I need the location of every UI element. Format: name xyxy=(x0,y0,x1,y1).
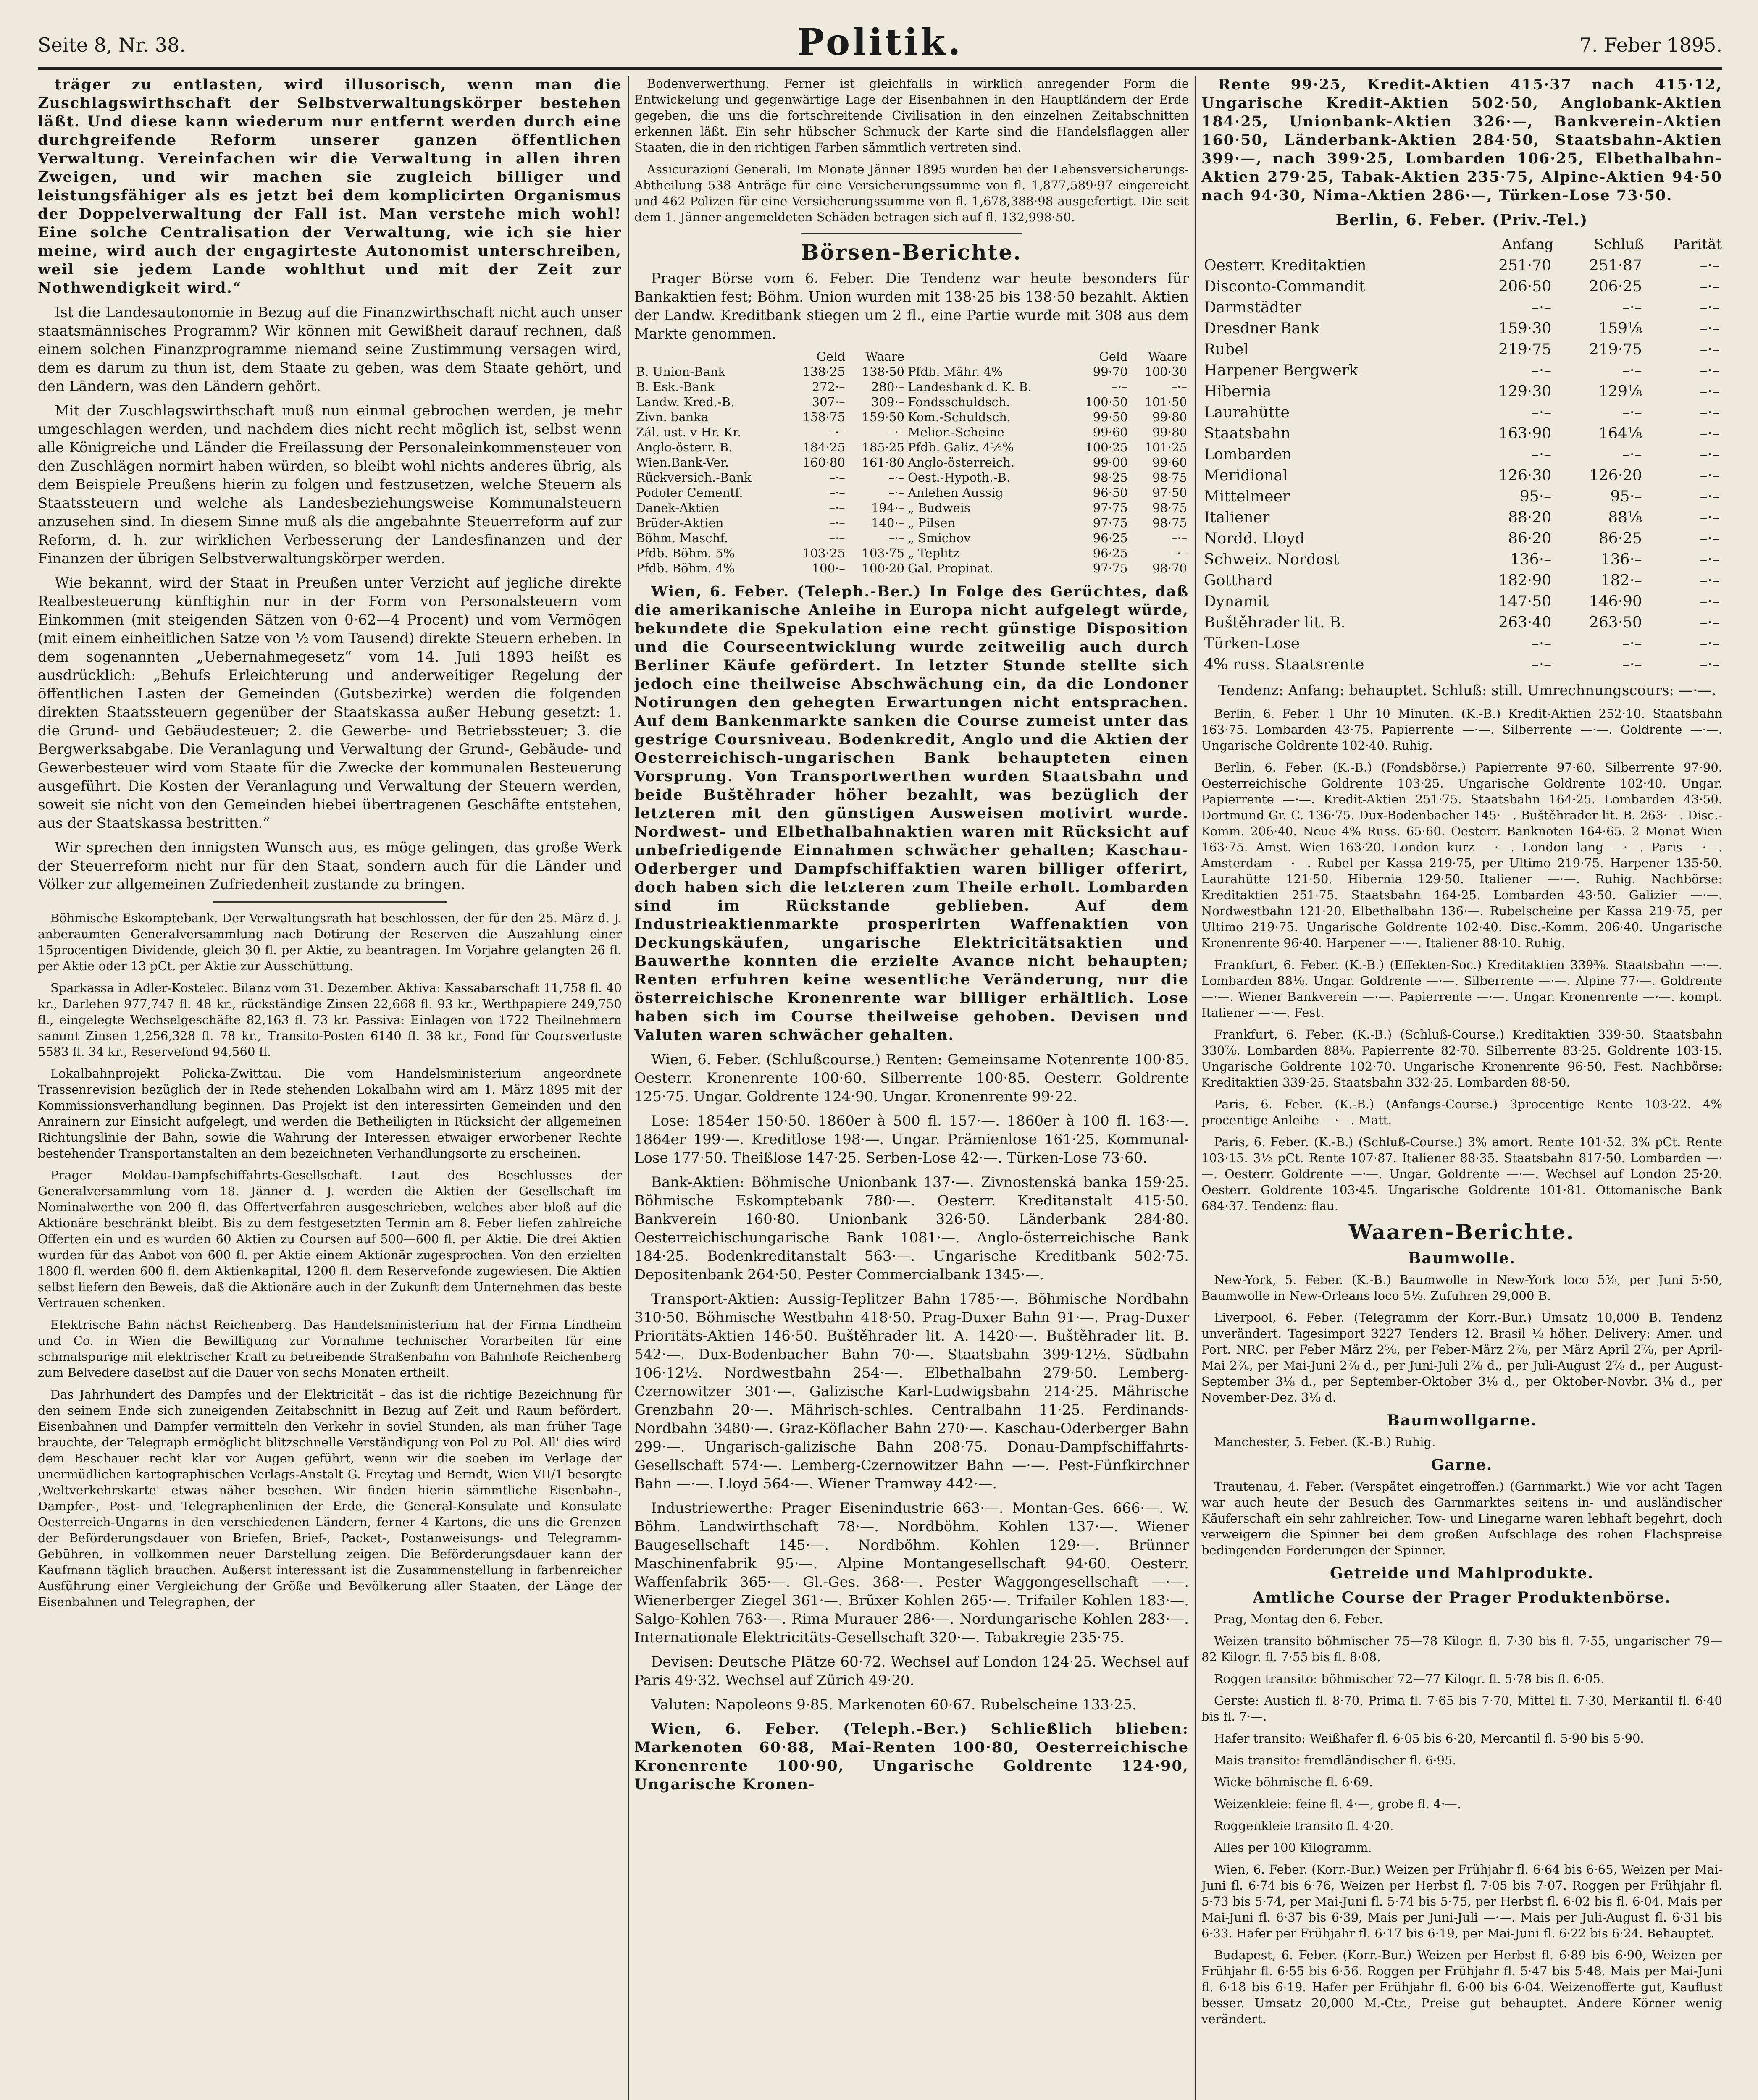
market-report: Frankfurt, 6. Feber. (K.-B.) (Effekten-Soc.) Kreditaktien 339⅜. Staatsbahn —·—. Lombarden 88⅛. Ungar. Goldrente —·—. Silberrente —·—. Alpine 77·—. Goldrente —·—. Wiener Bankverein —·—. Papierrente —·—. Ungar. Kronenrente —·—. kompt. Italiener —·—. Fest. xyxy=(1201,958,1722,1020)
column-header: Schluß xyxy=(1594,236,1644,253)
table-cell: –·– xyxy=(1622,656,1642,673)
table-cell: –·– xyxy=(1622,362,1642,379)
table-cell: Staatsbahn xyxy=(1204,425,1290,442)
table-cell: Melior.-Scheine xyxy=(908,425,1004,439)
table-row xyxy=(1201,486,1722,507)
table-cell: 251·70 xyxy=(1498,257,1552,274)
table-cell: –·– xyxy=(1531,362,1552,379)
market-report: New-York, 5. Feber. (K.-B.) Baumwolle in New-York loco 5⅝, per Juni 5·50, Baumwolle in New-Orleans loco 5⅛. Zufuhren 29,000 B. xyxy=(1201,1273,1722,1303)
table-cell: 97·75 xyxy=(1093,516,1128,530)
table-cell: 185·25 xyxy=(862,440,904,454)
table-cell: –·– xyxy=(1171,546,1187,560)
table-cell: 98·75 xyxy=(1152,470,1187,485)
table-cell: Oest.-Hypoth.-B. xyxy=(908,470,1011,485)
table-cell: Landw. Kred.-B. xyxy=(636,395,735,409)
table-cell: Pfdb. Mähr. 4% xyxy=(908,365,1003,379)
news-item: Prager Moldau-Dampfschiffahrts-Gesellschaft. Laut des Beschlusses der Generalversammlung vom 18. Jänner d. J. werden die Aktien der Gesellschaft im Nominalwerthe von 200 fl. das Offertverfahren ausgeschrieben, welches aber bloß auf die Aktionäre beschränkt bleibt. Bis zu dem festgesetzten Termin am 8. Feber liefen zahlreiche Offerten ein und es wurden 60 Aktien zu Coursen auf 500—600 fl. per Aktie. Die drei Aktien wurden für das Anbot von 600 fl. per Aktie einem Aktionär zugesprochen. Von den erzielten 1800 fl. werden 600 fl. dem Aktienkapital, 1200 fl. dem Reservefonde zugewiesen. Die Aktien selbst liefern den Beweis, daß die Aktionäre auch in der Zukunft dem Unternehmen das beste Vertrauen schenken. xyxy=(38,1168,622,1310)
article-paragraph: Mit der Zuschlagswirthschaft muß nun einmal gebrochen werden, je mehr umgeschlagen werden, und nachdem dies nicht recht möglich ist, selbst wenn alle Königreiche und Länder die Freilassung der Personaleinkommensteuer von den Zuschlägen normirt haben würden, so bleibt wohl nichts anderes übrig, als dem Beispiele Preußens hierin zu folgen und festzusetzen, welche Steuern als Staatssteuern und welche als Landesbeziehungsweise Kommunalsteuern anzusehen sind. In diesem Sinne muß als die angebahnte Steuerreform auf zur Reform, d. h. zur wirklichen Verbesserung der Landesfinanzen und der Finanzen der übrigen Selbstverwaltungskörper werden. xyxy=(38,402,622,567)
market-report: Prager Börse vom 6. Feber. Die Tendenz war heute besonders für Bankaktien fest; Böhm. Union wurden mit 138·25 bis 138·50 bezahlt. Aktien der Landw. Kreditbank stiegen um 2 fl., eine Partie wurde mit 308 aus dem Markte genommen. xyxy=(634,270,1189,342)
column-rule xyxy=(628,76,629,2100)
table-cell: –·– xyxy=(1531,299,1552,316)
table-cell: Pfdb. Böhm. 4% xyxy=(636,561,735,575)
table-cell: –·– xyxy=(1700,425,1720,442)
table-cell: 206·25 xyxy=(1589,278,1642,295)
table-row xyxy=(1201,507,1722,528)
table-cell: 263·40 xyxy=(1498,614,1552,631)
table-cell: Pfdb. Böhm. 5% xyxy=(636,546,735,560)
table-cell: 182·90 xyxy=(1498,572,1552,589)
table-cell: 136·– xyxy=(1600,551,1642,568)
table-cell: Landesbank d. K. B. xyxy=(908,380,1032,394)
table-cell: 100·25 xyxy=(1085,440,1128,454)
table-cell: 88⅛ xyxy=(1608,509,1642,526)
table-cell: –·– xyxy=(1700,572,1720,589)
table-cell: Oesterr. Kreditaktien xyxy=(1204,257,1366,274)
subheading: Baumwolle. xyxy=(1408,1250,1516,1267)
table-cell: 100·20 xyxy=(862,561,904,575)
article-paragraph: träger zu entlasten, wird illusorisch, wenn man die Zuschlagswirthschaft der Selbstverwaltungskörper bestehen läßt. Und diese kann wiederum nur entfernt werden durch eine durchgreifende Reform unserer ganzen öffentlichen Verwaltung. Vereinfachen wir die Verwaltung in allen ihren Zweigen, und wir machen sie zugleich billiger und leistungsfähiger als es jetzt bei dem komplicirten Organismus der Doppelverwaltung der Fall ist. Man verstehe mich wohl! Eine solche Centralisation der Verwaltung, wie ich sie hier meine, wird auch der engagirteste Autonomist unterschreiben, weil sie jedem Lande wohlthut und mit der Zeit zur Nothwendigkeit wird.“ xyxy=(38,76,622,297)
table-row xyxy=(634,485,1189,500)
table-row xyxy=(634,364,1189,379)
table-cell: 96·50 xyxy=(1093,486,1128,500)
table-cell: 98·25 xyxy=(1093,470,1128,485)
table-cell: 307·– xyxy=(812,395,845,409)
table-cell: Gal. Propinat. xyxy=(908,561,993,575)
divider xyxy=(801,233,1022,234)
table-row xyxy=(1201,612,1722,633)
table-cell: –·– xyxy=(829,486,845,500)
table-cell: 219·75 xyxy=(1589,341,1642,358)
market-report: Gerste: Austich fl. 8·70, Prima fl. 7·65 bis 7·70, Mittel fl. 7·30, Merkantil fl. 6·40 bis fl. 7·—. xyxy=(1201,1693,1722,1724)
table-cell: 160·80 xyxy=(802,455,845,470)
newspaper-page xyxy=(38,21,1722,2100)
table-row xyxy=(1201,528,1722,549)
table-row xyxy=(634,470,1189,485)
table-cell: Türken-Lose xyxy=(1204,635,1300,652)
market-report: Rente 99·25, Kredit-Aktien 415·37 nach 415·12, Ungarische Kredit-Aktien 502·50, Anglobank-Aktien 184·25, Unionbank-Aktien 326·—, Bankverein-Aktien 160·50, Länderbank-Aktien 284·50, Staatsbahn-Aktien 399·—, nach 399·25, Lombarden 106·25, Elbethalbahn-Aktien 279·25, Tabak-Aktien 235·75, Alpine-Aktien 94·50 nach 94·30, Nima-Aktien 286·—, Türken-Lose 73·50. xyxy=(1201,76,1722,204)
table-cell: 182·– xyxy=(1600,572,1642,589)
table-cell: 100·50 xyxy=(1085,395,1128,409)
table-cell: 4% russ. Staatsrente xyxy=(1204,656,1364,673)
table-cell: 99·80 xyxy=(1152,425,1187,439)
table-cell: 126·20 xyxy=(1589,467,1642,484)
table-cell: 206·50 xyxy=(1498,278,1552,295)
table-cell: B. Union-Bank xyxy=(636,365,725,379)
table-cell: 103·25 xyxy=(802,546,845,560)
table-cell: Harpener Bergwerk xyxy=(1204,362,1358,379)
market-report: Transport-Aktien: Aussig-Teplitzer Bahn 1785·—. Böhmische Nordbahn 310·50. Böhmische Westbahn 418·50. Prag-Duxer Bahn 91·—. Prag-Duxer Prioritäts-Aktien 146·50. Buštěhrader lit. A. 1420·—. Buštěhrader lit. B. 542·—. Dux-Bodenbacher Bahn 70·—. Staatsbahn 399·12½. Südbahn 106·12½. Nordwestbahn 254·—. Elbethalbahn 279·50. Lemberg-Czernowitzer 301·—. Galizische Karl-Ludwigsbahn 214·25. Mährische Grenzbahn 20·—. Mährisch-schles. Centralbahn 11·25. Ferdinands-Nordbahn 3480·—. Graz-Köflacher Bahn 270·—. Kaschau-Oderberger Bahn 299·—. Ungarisch-galizische Bahn 208·75. Donau-Dampfschiffahrts-Gesellschaft 574·—. Lemberg-Czernowitzer Bahn —·—. Pest-Fünfkirchner Bahn —·—. Lloyd 564·—. Wiener Tramway 442·—. xyxy=(634,1291,1189,1492)
table-row xyxy=(1201,549,1722,570)
table-cell: –·– xyxy=(1700,383,1720,400)
subheading: Baumwollgarne. xyxy=(1387,1412,1537,1429)
table-cell: –·– xyxy=(1700,551,1720,568)
quotes-body xyxy=(634,364,1189,576)
article-paragraph: Ist die Landesautonomie in Bezug auf die Finanzwirthschaft nicht auch unser staatsmännisches Programm? Wir können mit Gewißheit darauf rechnen, daß einem solchen Finanzprogramme niemand seine Zustimmung versagen wird, dem es darum zu thun ist, dem Staate zu geben, was dem Staate gehört, und den Ländern, was den Ländern gehört. xyxy=(38,304,622,395)
market-report: Wien, 6. Feber. (Korr.-Bur.) Weizen per Frühjahr fl. 6·64 bis 6·65, Weizen per Mai-Juni fl. 6·74 bis 6·76, Weizen per Herbst fl. 7·05 bis 7·07. Roggen per Frühjahr fl. 5·73 bis 5·74, per Mai-Juni fl. 5·74 bis 5·75, per Herbst fl. 6·02 bis fl. 6·04. Mais per Mai-Juni fl. 6·37 bis 6·39, Mais per Juni-Juli —·—. Mais per Juli-August fl. 6·31 bis 6·33. Hafer per Frühjahr fl. 6·17 bis 6·19, per Mai-Juni fl. 6·22 bis 6·24. Behauptet. xyxy=(1201,1862,1722,1940)
table-cell: Darmstädter xyxy=(1204,299,1302,316)
table-cell: Zál. ust. v Hr. Kr. xyxy=(636,425,741,439)
table-cell: –·– xyxy=(829,470,845,485)
market-report: Mais transito: fremdländischer fl. 6·95. xyxy=(1214,1753,1456,1767)
market-report: Berlin, 6. Feber. 1 Uhr 10 Minuten. (K.-B.) Kredit-Aktien 252·10. Staatsbahn 163·75. Lombarden 43·75. Papierrente —·—. Silberrente —·—. Goldrente —·—. Ungarische Goldrente 102·40. Ruhig. xyxy=(1201,706,1722,753)
table-cell: 251·87 xyxy=(1589,257,1642,274)
market-report: Wicke böhmische fl. 6·69. xyxy=(1214,1775,1373,1789)
table-cell: 95·– xyxy=(1519,488,1552,505)
news-item: Das Jahrhundert des Dampfes und der Elektricität – das ist die richtige Bezeichnung für den seinem Ende sich zuneigenden Zeitabschnitt in Bezug auf Zeit und Raum befördert. Eisenbahnen und Dampfer vermitteln den Verkehr in soviel Stunden, als man früher Tage brauchte, der Telegraph ermöglicht blitzschnelle Verständigung von Pol zu Pol. All' dies wird dem Beschauer recht klar vor Augen geführt, wenn wir die soeben im Verlage der unermüdlichen kartographischen Verlags-Anstalt G. Freytag und Berndt, Wien VII/1 besorgte ,Weltverkehrskarte' etwas näher besehen. Wir finden hierin sämmtliche Eisenbahn-, Dampfer-, Post- und Telegraphenlinien der Erde, die General-Konsulate und Konsulate Oesterreich-Ungarns in den verschiedenen Ländern, ferner 4 Kartons, die uns die Grenzen der Beförderungsdauer von Briefen, Brief-, Packet-, Postanweisungs- und Telegramm-Gebühren, in vollkommen neuer Darstellung zeigen. Die Beförderungsdauer kann der Kaufmann täglich brauchen. Außerst interessant ist die Zusammenstellung in farbenreicher Ausführung einer Vergleichung der Größe und Bevölkerung aller Staaten, der Länge der Eisenbahnen und Telegraphen, der xyxy=(38,1387,622,1609)
table-cell: 136·– xyxy=(1510,551,1552,568)
table-row xyxy=(1201,318,1722,339)
subheading: Garne. xyxy=(1431,1456,1493,1474)
table-cell: Brüder-Aktien xyxy=(636,516,724,530)
section-heading-waaren: Waaren-Berichte. xyxy=(1348,1220,1575,1244)
market-report: Bank-Aktien: Böhmische Unionbank 137·—. Zivnostenská banka 159·25. Böhmische Eskomptebank 780·—. Oesterr. Kreditanstalt 415·50. Bankverein 160·80. Unionbank 326·50. Länderbank 284·80. Oesterreichischungarische Bank 1081·—. Anglo-österreichische Bank 184·25. Bodenkreditanstalt 563·—. Ungarische Kreditbank 502·75. Depositenbank 264·50. Pester Commercialbank 1345·—. xyxy=(634,1174,1189,1283)
table-row xyxy=(1201,465,1722,486)
table-cell: Kom.-Schuldsch. xyxy=(908,410,1011,424)
table-cell: 272·– xyxy=(812,380,845,394)
table-cell: –·– xyxy=(1700,635,1720,652)
table-cell: 158·75 xyxy=(802,410,845,424)
market-report: Paris, 6. Feber. (K.-B.) (Schluß-Course.) 3% amort. Rente 101·52. 3% pCt. Rente 103·15. 3½ pCt. Rente 107·87. Italiener 88·35. Staatsbahn 817·50. Lombarden —·—. Oesterr. Goldrente —·—. Ungar. Goldrente —·—. Wechsel auf London 25·20. Oesterr. Goldrente 103·45. Ungarische Goldrente 101·81. Ottomanische Bank 684·37. Tendenz: flau. xyxy=(1201,1135,1722,1213)
table-cell: –·– xyxy=(1700,299,1720,316)
table-cell: 86·25 xyxy=(1598,530,1642,547)
news-item: Assicurazioni Generali. Im Monate Jänner 1895 wurden bei der Lebensversicherungs-Abtheilung 538 Anträge für eine Versicherungssumme von fl. 1,877,589·97 eingereicht und 462 Polizen für eine Versicherungssumme von fl. 1,678,388·98 ausgefertigt. Die seit dem 1. Jänner angemeldeten Schäden betragen sich auf fl. 132,998·50. xyxy=(634,162,1189,224)
table-cell: Lombarden xyxy=(1204,446,1292,463)
column-header: Parität xyxy=(1673,236,1722,253)
berlin-title: Berlin, 6. Feber. (Priv.-Tel.) xyxy=(1335,211,1588,229)
table-cell: 99·60 xyxy=(1152,455,1187,470)
market-report: Roggenkleie transito fl. 4·20. xyxy=(1214,1819,1394,1833)
table-cell: „ Pilsen xyxy=(908,516,956,530)
table-cell: 99·70 xyxy=(1093,365,1128,379)
table-cell: 95·– xyxy=(1610,488,1642,505)
market-report: Liverpool, 6. Feber. (Telegramm der Korr.-Bur.) Umsatz 10,000 B. Tendenz unverändert. Tagesimport 3227 Tenders 12. Brasil ⅛ höher. Delivery: Amer. und Port. NRC. per Feber März 2⅝, per Feber-März 2⅞, per März April 2⅞, per April-Mai 2⅞, per Mai-Juni 2⅞ d., per Juni-Juli 2⅞ d., per Juli-August 2⅞ d., per August-September 3⅛ d., per September-Oktober 3⅛ d., per Oktober-Novbr. 3⅛ d., per November-Dez. 3⅛ d. xyxy=(1201,1310,1722,1404)
table-header-row xyxy=(1201,234,1722,255)
table-cell: Anlehen Aussig xyxy=(908,486,1004,500)
market-report: Wien, 6. Feber. (Teleph.-Ber.) Schließlich blieben: Markenoten 60·88, Mai-Renten 100·80, Oesterreichische Kronenrente 100·90, Ungarische Goldrente 124·90, Ungarische Kronen- xyxy=(634,1720,1189,1793)
market-report: Prag, Montag den 6. Feber. xyxy=(1214,1612,1383,1626)
table-cell: –·– xyxy=(888,531,904,545)
table-cell: –·– xyxy=(1531,404,1552,421)
table-cell: 101·50 xyxy=(1144,395,1187,409)
table-cell: –·– xyxy=(1171,380,1187,394)
table-cell: 86·20 xyxy=(1508,530,1552,547)
table-cell: –·– xyxy=(1531,656,1552,673)
table-cell: 96·25 xyxy=(1093,531,1128,545)
table-cell: 101·25 xyxy=(1144,440,1187,454)
table-cell: 99·50 xyxy=(1093,410,1128,424)
table-row xyxy=(634,546,1189,561)
column-2 xyxy=(634,76,1189,2100)
table-cell: –·– xyxy=(888,470,904,485)
market-report: Roggen transito: böhmischer 72—77 Kilogr. fl. 5·78 bis fl. 6·05. xyxy=(1214,1672,1605,1686)
market-report: Industriewerthe: Prager Eisenindustrie 663·—. Montan-Ges. 666·—. W. Böhm. Landwirthschaft 78·—. Nordböhm. Kohlen 137·—. Wiener Baugesellschaft 145·—. Nordböhm. Kohlen 129·—. Brünner Maschinenfabrik 95·—. Alpine Montangesellschaft 94·60. Oesterr. Waffenfabrik 365·—. Gl.-Ges. 368·—. Pester Waggongesellschaft —·—. Wienerberger Ziegel 361·—. Brüxer Kohlen 265·—. Trifailer Kohlen 183·—. Salgo-Kohlen 763·—. Rima Murauer 286·—. Nordungarische Kohlen 283·—. Internationale Elektricitäts-Gesellschaft 320·—. Tabakregie 235·75. xyxy=(634,1500,1189,1646)
table-header-row xyxy=(634,349,1189,364)
page-number: Seite 8, Nr. 38. xyxy=(38,34,186,56)
table-cell: 97·50 xyxy=(1152,486,1187,500)
news-item: Bodenverwerthung. Ferner ist gleichfalls in wirklich anregender Form die Entwickelung und gegenwärtige Lage der Eisenbahnen in den Hauptländern der Erde gegeben, die uns die fortschreitende Civilisation in den einzelnen Zeitabschnitten erkennen läßt. Ein sehr hübscher Schmuck der Karte sind die Handelsflaggen aller Staaten, die in den richtigen Farben sämmtlich vertreten sind. xyxy=(634,76,1189,155)
table-row xyxy=(1201,276,1722,297)
table-cell: 88·20 xyxy=(1508,509,1552,526)
news-item: Elektrische Bahn nächst Reichenberg. Das Handelsministerium hat der Firma Lindheim und Co. in Wien die Bewilligung zur Vornahme technischer Vorarbeiten für eine schmalspurige mit elektrischer Kraft zu betreibende Straßenbahn von Bahnhofe Reichenberg zum Belvedere daselbst auf die Dauer von sechs Monaten ertheilt. xyxy=(38,1318,622,1380)
table-cell: –·– xyxy=(1700,614,1720,631)
table-row xyxy=(1201,360,1722,381)
table-cell: 98·75 xyxy=(1152,516,1187,530)
table-cell: Mittelmeer xyxy=(1204,488,1290,505)
table-cell: –·– xyxy=(1700,509,1720,526)
table-cell: 138·50 xyxy=(862,365,904,379)
table-cell: 159⅛ xyxy=(1598,320,1642,337)
table-cell: 99·60 xyxy=(1093,425,1128,439)
table-cell: 161·80 xyxy=(862,455,904,470)
table-cell: –·– xyxy=(829,531,845,545)
table-cell: –·– xyxy=(888,425,904,439)
market-report: Devisen: Deutsche Plätze 60·72. Wechsel auf London 124·25. Wechsel auf Paris 49·32. Wechsel auf Zürich 49·20. xyxy=(634,1654,1189,1689)
masthead xyxy=(38,21,1722,70)
table-cell: –·– xyxy=(1700,656,1720,673)
table-cell: 100·– xyxy=(812,561,845,575)
table-cell: B. Esk.-Bank xyxy=(636,380,715,394)
divider xyxy=(213,901,447,903)
market-report: Manchester, 5. Feber. (K.-B.) Ruhig. xyxy=(1214,1435,1436,1449)
table-cell: Fondsschuldsch. xyxy=(908,395,1010,409)
issue-date: 7. Feber 1895. xyxy=(1579,34,1722,56)
table-cell: 147·50 xyxy=(1498,593,1552,610)
table-cell: 280·– xyxy=(871,380,904,394)
table-cell: „ Smichov xyxy=(908,531,971,545)
table-cell: –·– xyxy=(1700,530,1720,547)
table-cell: 309·– xyxy=(871,395,904,409)
table-cell: –·– xyxy=(1700,404,1720,421)
table-row xyxy=(1201,402,1722,423)
table-cell: Wien.Bank-Ver. xyxy=(636,455,729,470)
table-cell: 129⅛ xyxy=(1598,383,1642,400)
table-cell: 96·25 xyxy=(1093,546,1128,560)
subheading: Getreide und Mahlprodukte. xyxy=(1330,1564,1594,1582)
table-cell: Zivn. banka xyxy=(636,410,709,424)
table-cell: –·– xyxy=(829,516,845,530)
table-row xyxy=(1201,654,1722,675)
table-cell: –·– xyxy=(1700,488,1720,505)
table-cell: 164⅛ xyxy=(1598,425,1642,442)
table-cell: 263·50 xyxy=(1589,614,1642,631)
table-row xyxy=(1201,381,1722,402)
table-row xyxy=(634,500,1189,515)
news-item: Böhmische Eskomptebank. Der Verwaltungsrath hat beschlossen, der für den 25. März d. J. anberaumten Generalversammlung nach Dotirung der Reserven die Auszahlung einer 15procentigen Dividende, gleich 30 fl. per Aktie, zu beantragen. Im Vorjahre gelangten 26 fl. per Aktie oder 13 pCt. per Aktie zur Ausschüttung. xyxy=(38,911,622,973)
table-cell: –·– xyxy=(1112,380,1128,394)
table-cell: Pfdb. Galiz. 4½% xyxy=(908,440,1014,454)
column-header: Anfang xyxy=(1502,236,1554,253)
table-cell: 163·90 xyxy=(1498,425,1552,442)
table-cell: „ Budweis xyxy=(908,501,970,515)
table-cell: Meridional xyxy=(1204,467,1288,484)
table-cell: –·– xyxy=(1622,299,1642,316)
table-cell: Nordd. Lloyd xyxy=(1204,530,1305,547)
table-cell: 146·90 xyxy=(1589,593,1642,610)
table-cell: 194·– xyxy=(871,501,904,515)
table-row xyxy=(634,379,1189,394)
table-cell: –·– xyxy=(1171,531,1187,545)
table-row xyxy=(634,425,1189,440)
table-cell: 159·30 xyxy=(1498,320,1552,337)
table-cell: –·– xyxy=(1700,593,1720,610)
market-report: Hafer transito: Weißhafer fl. 6·05 bis 6·20, Mercantil fl. 5·90 bis 5·90. xyxy=(1214,1731,1644,1746)
market-report: Weizenkleie: feine fl. 4·—, grobe fl. 4·—. xyxy=(1214,1797,1461,1811)
table-row xyxy=(634,410,1189,425)
table-cell: –·– xyxy=(1700,257,1720,274)
table-cell: –·– xyxy=(1700,446,1720,463)
table-row xyxy=(1201,423,1722,444)
table-cell: –·– xyxy=(1531,635,1552,652)
table-row xyxy=(1201,570,1722,591)
market-report: Berlin, 6. Feber. (K.-B.) (Fondsbörse.) Papierrente 97·60. Silberrente 97·90. Oesterreichische Goldrente 103·25. Ungarische Goldrente 102·40. Ungar. Papierrente —·—. Kredit-Aktien 251·75. Staatsbahn 164·25. Lombarden 43·50. Dortmund Gr. C. 136·75. Dux-Bodenbacher 145·—. Buštěhrader lit. B. 263·—. Disc.-Komm. 206·40. Neue 4% Russ. 65·60. Oesterr. Banknoten 164·65. 2 Monat Wien 163·75. Amst. Wien 163·20. London kurz —·—. London lang —·—. Paris —·—. Amsterdam —·—. Rubel per Kassa 219·75, per Ultimo 219·75. Harpener 135·50. Laurahütte 121·50. Hibernia 129·50. Italiener —·—. Ruhig. Nachbörse: Kreditaktien 251·75. Staatsbahn 164·25. Lombarden 43·50. Galizier —·—. Nordwestbahn 121·20. Elbethalbahn 136·—. Rubelscheine per Kassa 219·75, per Ultimo 219·75. Ungarische Goldrente 102·40. Disc.-Komm. 206·40. Ungarische Kronenrente 96·40. Harpener —·—. Italiener 88·10. Ruhig. xyxy=(1201,760,1722,950)
column-header: Geld xyxy=(816,349,845,364)
table-cell: Disconto-Commandit xyxy=(1204,278,1365,295)
section-title: Politik. xyxy=(797,21,963,63)
table-cell: Anglo-österr. B. xyxy=(636,440,733,454)
table-cell: Dynamit xyxy=(1204,593,1269,610)
table-cell: 99·00 xyxy=(1093,455,1128,470)
table-row xyxy=(634,561,1189,576)
market-report: Alles per 100 Kilogramm. xyxy=(1214,1840,1372,1855)
column-rule xyxy=(1195,76,1196,2100)
table-row xyxy=(634,455,1189,470)
table-cell: 159·50 xyxy=(862,410,904,424)
table-cell: –·– xyxy=(829,425,845,439)
table-cell: Dresdner Bank xyxy=(1204,320,1319,337)
section-heading-boerse: Börsen-Berichte. xyxy=(801,240,1022,265)
table-cell: Anglo-österreich. xyxy=(908,455,1015,470)
table-cell: 126·30 xyxy=(1498,467,1552,484)
table-cell: 219·75 xyxy=(1498,341,1552,358)
table-cell: Buštěhrader lit. B. xyxy=(1204,614,1346,631)
column-header: Waare xyxy=(1148,349,1187,364)
table-cell: 99·80 xyxy=(1152,410,1187,424)
table-row xyxy=(1201,339,1722,360)
table-cell: 98·75 xyxy=(1152,501,1187,515)
market-report: Tendenz: Anfang: behauptet. Schluß: still. Umrechnungscours: —·—. xyxy=(1218,682,1716,699)
table-cell: –·– xyxy=(1622,635,1642,652)
market-report: Weizen transito böhmischer 75—78 Kilogr. fl. 7·30 bis fl. 7·55, ungarischer 79—82 Kilogr. fl. 7·55 bis fl. 8·08. xyxy=(1201,1634,1722,1664)
table-cell: „ Teplitz xyxy=(908,546,959,560)
table-row xyxy=(1201,591,1722,612)
table-cell: 138·25 xyxy=(802,365,845,379)
table-cell: –·– xyxy=(888,486,904,500)
table-cell: –·– xyxy=(1700,362,1720,379)
table-cell: 103·75 xyxy=(862,546,904,560)
column-header: Geld xyxy=(1099,349,1128,364)
table-cell: –·– xyxy=(1622,446,1642,463)
table-cell: 140·– xyxy=(871,516,904,530)
table-cell: –·– xyxy=(1700,278,1720,295)
news-item: Sparkassa in Adler-Kostelec. Bilanz vom 31. Dezember. Aktiva: Kassabarschaft 11,758 fl. 40 kr., Darlehen 977,747 fl. 48 kr., rückständige Zinsen 22,668 fl. 93 kr., Werthpapiere 249,750 fl., eingelegte Wechselgeschäfte 82,163 fl. 73 kr. Passiva: Einlagen von 1722 Theilnehmern sammt Zinsen 1,256,328 fl. 78 kr., Transito-Posten 6140 fl. 38 kr., Fond für Coursverluste 5583 fl. 34 kr., Reservefond 94,560 fl. xyxy=(38,981,622,1059)
table-cell: Böhm. Maschf. xyxy=(636,531,728,545)
table-row xyxy=(634,530,1189,546)
table-row xyxy=(634,440,1189,455)
market-report: Valuten: Napoleons 9·85. Markenoten 60·67. Rubelscheine 133·25. xyxy=(651,1696,1137,1713)
table-cell: Rubel xyxy=(1204,341,1249,358)
table-cell: Gotthard xyxy=(1204,572,1273,589)
market-report: Paris, 6. Feber. (K.-B.) (Anfangs-Course.) 3procentige Rente 103·22. 4% procentige Anleihe —·—. Matt. xyxy=(1201,1097,1722,1127)
berlin-quotes-table xyxy=(1201,234,1722,675)
market-report: Wien, 6. Feber. (Schlußcourse.) Renten: Gemeinsame Notenrente 100·85. Oesterr. Kronenrente 100·60. Silberrente 100·85. Oesterr. Goldrente 125·75. Ungar. Goldrente 124·90. Ungar. Kronenrente 99·22. xyxy=(634,1051,1189,1105)
table-cell: –·– xyxy=(1622,404,1642,421)
column-3 xyxy=(1201,76,1722,2100)
column-1 xyxy=(38,76,622,2100)
table-row xyxy=(1201,633,1722,654)
table-cell: –·– xyxy=(1700,467,1720,484)
column-header: Waare xyxy=(865,349,904,364)
berlin-body xyxy=(1201,255,1722,675)
market-report: Trautenau, 4. Feber. (Verspätet eingetroffen.) (Garnmarkt.) Wie vor acht Tagen war auch heute der Besuch des Garnmarktes seitens in- und ausländischer Käuferschaft ein sehr zahlreicher. Tow- und Linegarne waren lebhaft begehrt, doch verweigern die Spinner bei dem großen Aufschlage des rohen Flachspreise bedingenden Forderungen der Spinner. xyxy=(1201,1479,1722,1557)
market-report: Budapest, 6. Feber. (Korr.-Bur.) Weizen per Herbst fl. 6·89 bis 6·90, Weizen per Frühjahr fl. 6·55 bis 6·56. Roggen per Frühjahr fl. 5·47 bis 5·48. Mais per Mai-Juni fl. 6·18 bis 6·19. Hafer per Frühjahr fl. 6·00 bis 6·04. Weizenofferte gut, Kauflust besser. Umsatz 20,000 M.-Ctr., Preise gut behauptet. Andere Körner wenig verändert. xyxy=(1201,1948,1722,2026)
article-paragraph: Wir sprechen den innigsten Wunsch aus, es möge gelingen, das große Werk der Steuerreform nicht nur für den Staat, sondern auch für die Länder und Völker zur allgemeinen Zufriedenheit zustande zu bringen. xyxy=(38,839,622,893)
table-cell: Laurahütte xyxy=(1204,404,1290,421)
table-cell: Schweiz. Nordost xyxy=(1204,551,1339,568)
prague-quotes-table xyxy=(634,349,1189,576)
table-cell: –·– xyxy=(1700,341,1720,358)
news-item: Lokalbahnprojekt Policka-Zwittau. Die vom Handelsministerium angeordnete Trassenrevision bezüglich der in Rede stehenden Lokalbahn wird am 1. März 1895 mit der Kommissionsverhandlung beginnen. Das Projekt ist den interessirten Gemeinden und den Anrainern zur Einsicht aufgelegt, und werden die Betheiligten in Rücksicht der allgemeinen Richtungslinie der Bahn, sowie die Wahrung der Interessen etwaiger erworbener Rechte bestehender Transportanstalten an dem bezeichneten Verhandlungsorte zu erscheinen. xyxy=(38,1066,622,1160)
table-cell: –·– xyxy=(829,501,845,515)
table-cell: Rückversich.-Bank xyxy=(636,470,752,485)
market-report: Wien, 6. Feber. (Teleph.-Ber.) In Folge des Gerüchtes, daß die amerikanische Anleihe in Europa nicht aufgelegt würde, bekundete die Spekulation eine recht günstige Disposition und die Courseentwicklung wurde zeitweilig auch durch Berliner Käufe gefördert. In letzter Stunde stellte sich jedoch eine theilweise Abschwächung ein, da die Londoner Notirungen den gehegten Erwartungen nicht entsprachen. Auf dem Bankenmarkte sanken die Course zumeist unter das gestrige Coursniveau. Bodenkredit, Anglo und die Aktien der Oesterreichisch-ungarischen Bank behaupteten einen Vorsprung. Von Transportwerthen wurden Staatsbahn und beide Buštěhrader höher bezahlt, was bezüglich der letzteren mit den günstigen Ausweisen motivirt wurde. Nordwest- und Elbethalbahnaktien waren mit Rücksicht auf unbefriedigende Einnahmen schwächer gehalten; Kaschau-Oderberger und Dampfschiffaktien waren billiger offerirt, doch haben sich die letzteren zum Theile erholt. Lombarden sind im Rückstande geblieben. Auf dem Industrieaktienmarkte prosperirten Waffenaktien von Deckungskäufen, ungarische Elektricitätsaktien und Bauwerthe konnten die erzielte Avance nicht behaupten; Renten erfuhren keine wesentliche Veränderung, nur die österreichische Kronenrente war billiger erhältlich. Lose haben sich im Course theilweise gehoben. Devisen und Valuten waren schwächer gehalten. xyxy=(634,583,1189,1044)
table-cell: Italiener xyxy=(1204,509,1270,526)
table-row xyxy=(634,515,1189,530)
table-row xyxy=(1201,255,1722,276)
table-cell: 97·75 xyxy=(1093,501,1128,515)
table-cell: 184·25 xyxy=(802,440,845,454)
table-cell: –·– xyxy=(1700,320,1720,337)
market-report: Frankfurt, 6. Feber. (K.-B.) (Schluß-Course.) Kreditaktien 339·50. Staatsbahn 330⅞. Lombarden 88⅛. Papierrente 82·70. Silberrente 83·25. Goldrente 103·15. Ungarische Goldrente 102·70. Ungarische Kronenrente 96·50. Fest. Nachbörse: Kreditaktien 339·25. Staatsbahn 332·25. Lombarden 88·50. xyxy=(1201,1027,1722,1089)
table-cell: –·– xyxy=(1531,446,1552,463)
table-cell: 100·30 xyxy=(1144,365,1187,379)
table-cell: 129·30 xyxy=(1498,383,1552,400)
table-cell: Danek-Aktien xyxy=(636,501,720,515)
table-cell: 98·70 xyxy=(1152,561,1187,575)
table-cell: 97·75 xyxy=(1093,561,1128,575)
table-cell: Podoler Cementf. xyxy=(636,486,743,500)
table-row xyxy=(1201,444,1722,465)
table-cell: Hibernia xyxy=(1204,383,1272,400)
article-paragraph: Wie bekannt, wird der Staat in Preußen unter Verzicht auf jegliche direkte Realbesteuerung künftighin nur in der Form von Personalsteuern vom Einkommen (mit steigenden Sätzen von 0·62—4 Procent) und vom Vermögen (mit einem einheitlichen Satze von ½ vom Tausend) direkte Steuern erheben. In dem sogenannten „Uebernahmegesetz“ vom 14. Juli 1893 heißt es ausdrücklich: „Behufs Erleichterung und anderweitiger Regelung der öffentlichen Lasten der Gemeinden (Gutsbezirke) werden die folgenden direkten Staatssteuern gegenüber der Staatskassa außer Hebung gesetzt: 1. die Grund- und Gebäudesteuer; 2. die Gewerbe- und Betriebssteuer; 3. die Bergwerksabgabe. Die Veranlagung und Verwaltung der Grund-, Gebäude- und Gewerbesteuer wird vom Staate für die Zwecke der kommunalen Besteuerung ausgeführt. Die Kosten der Veranlagung und Verwaltung der Steuern werden, soweit sie nicht von den Gemeinden hiebei übertragenen Geschäfte entstehen, aus der Staatskassa bestritten.“ xyxy=(38,575,622,832)
table-row xyxy=(634,394,1189,410)
table-row xyxy=(1201,297,1722,318)
subheading: Amtliche Course der Prager Produktenbörse. xyxy=(1253,1589,1671,1606)
market-report: Lose: 1854er 150·50. 1860er à 500 fl. 157·—. 1860er à 100 fl. 163·—. 1864er 199·—. Kreditlose 198·—. Ungar. Prämienlose 161·25. Kommunal-Lose 177·50. Theißlose 147·25. Serben-Lose 42·—. Türken-Lose 73·60. xyxy=(634,1113,1189,1166)
